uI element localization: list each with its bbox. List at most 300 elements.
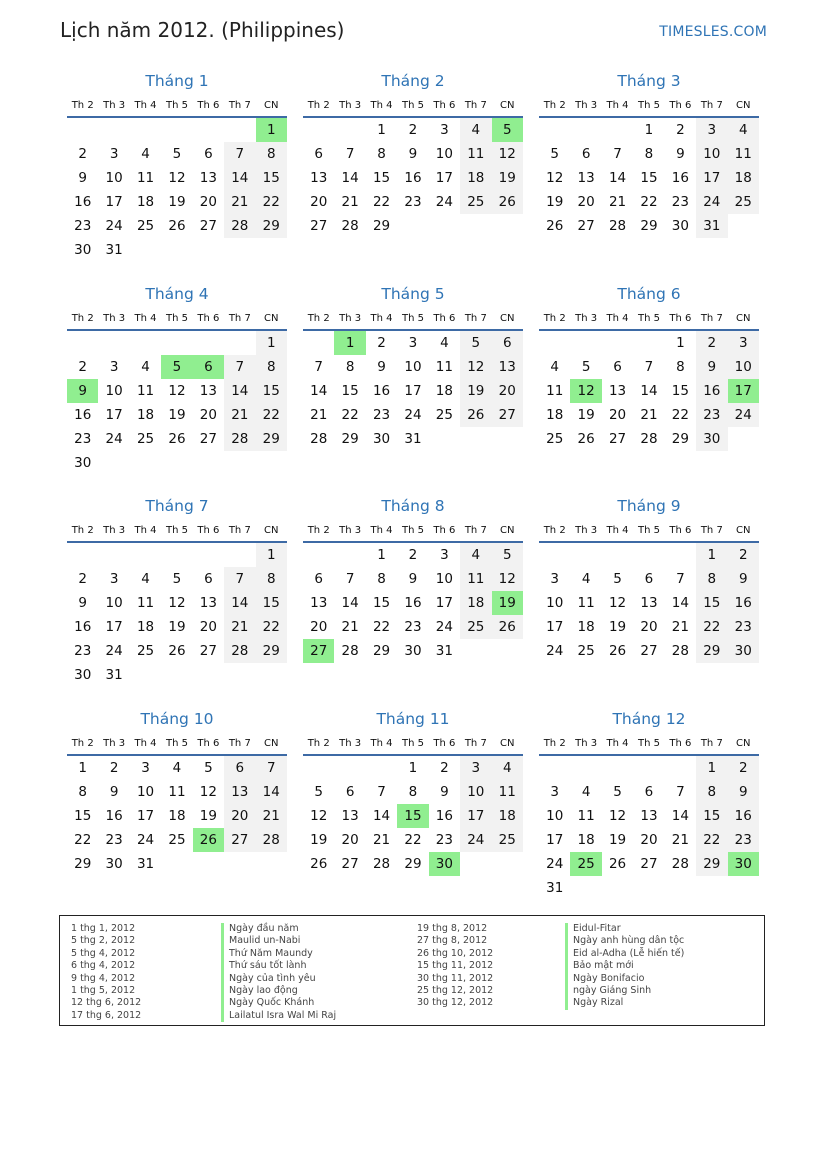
day-cell: 6	[581, 146, 591, 162]
day-cell: 11	[136, 383, 155, 399]
day-cell: 18	[492, 804, 523, 828]
empty-cell	[130, 330, 161, 355]
day-cell: 28	[224, 639, 255, 663]
week-row	[539, 214, 759, 238]
day-cell: 9	[440, 784, 449, 800]
weekday-header: Th 7	[224, 307, 255, 330]
day-cell: 18	[546, 407, 564, 423]
day-cell: 23	[728, 828, 759, 852]
month-calendar	[303, 495, 523, 663]
day-cell: 26	[492, 190, 523, 214]
empty-cell	[539, 542, 570, 567]
weekday-header: Th 7	[460, 94, 491, 117]
day-cell: 7	[314, 359, 323, 375]
day-cell: 18	[136, 194, 155, 210]
day-cell: 3	[109, 146, 119, 162]
weekday-header: Th 3	[98, 732, 129, 755]
day-cell: 11	[577, 808, 595, 824]
day-cell: 25	[136, 218, 155, 234]
empty-cell	[303, 542, 334, 567]
day-cell: 10	[728, 355, 759, 379]
holiday-day-cell: 26	[193, 828, 224, 852]
day-cell: 31	[136, 856, 155, 872]
weekday-header: Th 6	[193, 94, 224, 117]
weekday-header: Th 3	[98, 519, 129, 542]
month-table	[303, 94, 523, 238]
empty-cell	[130, 542, 161, 567]
weekday-header: CN	[256, 307, 287, 330]
weekday-header: CN	[728, 732, 759, 755]
day-cell: 20	[224, 804, 255, 828]
day-cell: 8	[78, 784, 87, 800]
week-row	[539, 542, 759, 567]
day-cell: 29	[372, 643, 391, 659]
day-cell: 15	[696, 804, 727, 828]
day-cell: 23	[728, 615, 759, 639]
day-cell: 13	[310, 170, 328, 186]
week-row	[67, 828, 287, 852]
holiday-date: 19 thg 8, 2012	[417, 923, 488, 934]
day-cell: 2	[109, 760, 119, 776]
weekday-header: Th 5	[633, 732, 664, 755]
day-cell: 1	[256, 330, 287, 355]
empty-cell	[460, 852, 491, 876]
day-cell: 17	[546, 619, 564, 635]
week-row	[67, 190, 287, 214]
month-title: Tháng 5	[381, 285, 445, 303]
day-cell: 14	[310, 383, 328, 399]
empty-cell	[570, 542, 601, 567]
day-cell: 3	[440, 547, 449, 563]
day-cell: 22	[256, 615, 287, 639]
weekday-header: Th 5	[633, 519, 664, 542]
day-cell: 9	[377, 359, 386, 375]
day-cell: 4	[141, 359, 150, 375]
day-cell: 8	[345, 359, 355, 375]
day-cell: 14	[224, 379, 255, 403]
day-cell: 29	[256, 427, 287, 451]
holiday-date: 30 thg 11, 2012	[417, 972, 494, 984]
weekday-header: CN	[492, 307, 523, 330]
day-cell: 7	[256, 755, 287, 780]
empty-cell	[130, 117, 161, 142]
empty-cell	[492, 427, 523, 451]
day-cell: 8	[644, 146, 654, 162]
day-cell: 12	[608, 808, 627, 824]
holiday-day-cell: 12	[570, 379, 601, 403]
weekday-header: Th 5	[397, 519, 428, 542]
holiday-day-cell: 1	[256, 117, 287, 142]
day-cell: 20	[640, 619, 658, 635]
month-calendar	[539, 708, 759, 900]
day-cell: 11	[435, 359, 453, 375]
week-row	[67, 427, 287, 451]
weekday-header: Th 2	[303, 307, 334, 330]
week-row	[67, 117, 287, 142]
day-cell: 12	[168, 595, 186, 611]
day-cell: 24	[435, 194, 453, 210]
empty-cell	[460, 427, 491, 451]
empty-cell	[633, 542, 664, 567]
day-cell: 17	[136, 808, 155, 824]
day-cell: 18	[577, 832, 595, 848]
day-cell: 21	[640, 407, 658, 423]
empty-cell	[161, 238, 192, 262]
empty-cell	[98, 117, 129, 142]
weekday-header: Th 5	[161, 732, 192, 755]
day-cell: 3	[728, 330, 759, 355]
week-row	[303, 755, 523, 780]
day-cell: 31	[105, 242, 123, 258]
empty-cell	[256, 663, 287, 687]
week-row	[539, 639, 759, 663]
day-cell: 16	[105, 808, 123, 824]
empty-cell	[193, 451, 224, 475]
day-cell: 22	[696, 615, 727, 639]
week-row	[67, 142, 287, 166]
empty-cell	[130, 238, 161, 262]
day-cell: 13	[199, 595, 217, 611]
day-cell: 4	[440, 335, 449, 351]
month-table	[303, 519, 523, 663]
holiday-day-cell: 5	[161, 355, 192, 379]
day-cell: 17	[105, 407, 123, 423]
day-cell: 13	[577, 170, 595, 186]
day-cell: 10	[105, 170, 123, 186]
weekday-header: Th 2	[303, 519, 334, 542]
weekday-header: Th 7	[696, 732, 727, 755]
day-cell: 7	[345, 146, 355, 162]
weekday-header: Th 3	[570, 519, 601, 542]
weekday-header: Th 3	[334, 307, 365, 330]
weekday-header: Th 4	[602, 732, 633, 755]
weekday-header: CN	[256, 94, 287, 117]
day-cell: 6	[644, 571, 654, 587]
week-row	[67, 330, 287, 355]
day-cell: 7	[345, 571, 355, 587]
day-cell: 26	[492, 615, 523, 639]
day-cell: 20	[199, 407, 217, 423]
day-cell: 23	[671, 194, 689, 210]
day-cell: 4	[581, 784, 591, 800]
empty-cell	[130, 451, 161, 475]
day-cell: 23	[404, 194, 422, 210]
day-cell: 28	[640, 431, 658, 447]
holiday-day-cell: 27	[303, 639, 334, 663]
week-row	[539, 379, 759, 403]
month-title: Tháng 1	[145, 72, 209, 90]
day-cell: 13	[199, 170, 217, 186]
empty-cell	[303, 117, 334, 142]
day-cell: 6	[492, 330, 523, 355]
day-cell: 20	[199, 194, 217, 210]
empty-cell	[570, 330, 601, 355]
weekday-header: Th 7	[224, 519, 255, 542]
day-cell: 15	[256, 166, 287, 190]
day-cell: 28	[608, 218, 627, 234]
week-row	[303, 567, 523, 591]
empty-cell	[633, 876, 664, 900]
day-cell: 21	[341, 619, 359, 635]
weekday-header: Th 2	[67, 519, 98, 542]
day-cell: 5	[204, 760, 213, 776]
day-cell: 27	[199, 643, 217, 659]
day-cell: 19	[577, 407, 595, 423]
day-cell: 24	[105, 643, 123, 659]
day-cell: 15	[696, 591, 727, 615]
empty-cell	[67, 330, 98, 355]
day-cell: 10	[435, 146, 453, 162]
day-cell: 19	[168, 619, 186, 635]
day-cell: 24	[546, 856, 564, 872]
empty-cell	[256, 238, 287, 262]
day-cell: 3	[460, 755, 491, 780]
empty-cell	[539, 755, 570, 780]
week-row	[303, 190, 523, 214]
day-cell: 17	[404, 383, 422, 399]
day-cell: 16	[435, 808, 453, 824]
day-cell: 24	[105, 218, 123, 234]
holiday-date: 1 thg 1, 2012	[71, 923, 136, 934]
empty-cell	[570, 117, 601, 142]
weekday-header: Th 6	[665, 732, 696, 755]
holiday-date: 15 thg 11, 2012	[417, 960, 494, 972]
day-cell: 26	[608, 643, 627, 659]
month-table	[67, 94, 287, 262]
empty-cell	[256, 852, 287, 876]
day-cell: 5	[581, 359, 591, 375]
weekday-header: Th 7	[224, 732, 255, 755]
empty-cell	[366, 755, 397, 780]
day-cell: 10	[460, 780, 491, 804]
day-cell: 15	[256, 591, 287, 615]
day-cell: 27	[199, 431, 217, 447]
weekday-header: Th 6	[665, 94, 696, 117]
day-cell: 21	[256, 804, 287, 828]
weekday-header: Th 4	[130, 307, 161, 330]
weekday-header: CN	[492, 519, 523, 542]
month-calendar	[67, 283, 287, 475]
day-cell: 2	[78, 146, 87, 162]
empty-cell	[696, 876, 727, 900]
day-cell: 30	[74, 667, 92, 683]
holiday-day-cell: 1	[334, 330, 365, 355]
empty-cell	[224, 663, 255, 687]
month-table	[67, 732, 287, 876]
day-cell: 6	[204, 146, 213, 162]
weekday-header: Th 7	[460, 519, 491, 542]
week-row	[539, 852, 759, 876]
weekday-header: Th 5	[397, 732, 428, 755]
weekday-header: Th 6	[429, 519, 460, 542]
day-cell: 5	[172, 571, 182, 587]
day-cell: 21	[671, 832, 689, 848]
empty-cell	[161, 852, 192, 876]
weekday-header: Th 4	[602, 307, 633, 330]
weekday-header: Th 2	[539, 732, 570, 755]
day-cell: 24	[404, 407, 422, 423]
day-cell: 25	[460, 615, 491, 639]
month-table	[539, 307, 759, 451]
day-cell: 9	[78, 170, 87, 186]
weekday-header: Th 7	[224, 94, 255, 117]
day-cell: 1	[377, 547, 386, 563]
day-cell: 5	[550, 146, 559, 162]
day-cell: 24	[435, 619, 453, 635]
holiday-date: 5 thg 2, 2012	[71, 935, 136, 947]
day-cell: 16	[728, 804, 759, 828]
day-cell: 1	[696, 542, 727, 567]
day-cell: 31	[546, 880, 564, 896]
day-cell: 15	[640, 170, 658, 186]
day-cell: 13	[310, 595, 328, 611]
day-cell: 10	[136, 784, 155, 800]
day-cell: 29	[696, 639, 727, 663]
month-table	[539, 732, 759, 900]
day-cell: 6	[345, 784, 355, 800]
page-title: Lịch năm 2012. (Philippines)	[60, 18, 345, 42]
week-row	[303, 214, 523, 238]
empty-cell	[460, 214, 491, 238]
weekday-header: Th 2	[303, 94, 334, 117]
day-cell: 6	[204, 571, 213, 587]
empty-cell	[633, 755, 664, 780]
day-cell: 11	[168, 784, 186, 800]
day-cell: 14	[256, 780, 287, 804]
day-cell: 22	[372, 619, 391, 635]
day-cell: 17	[105, 194, 123, 210]
day-cell: 1	[676, 335, 685, 351]
week-row	[539, 190, 759, 214]
day-cell: 25	[728, 190, 759, 214]
empty-cell	[161, 663, 192, 687]
week-row	[539, 166, 759, 190]
day-cell: 26	[168, 643, 186, 659]
empty-cell	[161, 330, 192, 355]
month-table	[67, 307, 287, 475]
weekday-header: Th 2	[67, 732, 98, 755]
day-cell: 27	[577, 218, 595, 234]
empty-cell	[665, 876, 696, 900]
holiday-name: Ngày Rizal	[565, 997, 684, 1009]
holiday-name: Thứ sáu tốt lành	[221, 960, 336, 972]
day-cell: 23	[74, 431, 92, 447]
month-calendar	[539, 495, 759, 663]
empty-cell	[602, 755, 633, 780]
day-cell: 7	[676, 784, 685, 800]
month-calendar	[539, 70, 759, 238]
day-cell: 30	[74, 455, 92, 471]
day-cell: 20	[310, 194, 328, 210]
week-row	[303, 615, 523, 639]
day-cell: 2	[728, 542, 759, 567]
day-cell: 18	[460, 166, 491, 190]
day-cell: 19	[460, 379, 491, 403]
day-cell: 5	[613, 571, 622, 587]
day-cell: 23	[372, 407, 391, 423]
month-calendar	[303, 70, 523, 238]
week-row	[67, 379, 287, 403]
day-cell: 22	[671, 407, 689, 423]
weekday-header: Th 2	[539, 519, 570, 542]
day-cell: 22	[256, 403, 287, 427]
weekday-header: Th 4	[130, 732, 161, 755]
day-cell: 14	[372, 808, 391, 824]
day-cell: 27	[310, 218, 328, 234]
empty-cell	[256, 451, 287, 475]
day-cell: 18	[435, 383, 453, 399]
day-cell: 25	[168, 832, 186, 848]
weekday-header: CN	[256, 519, 287, 542]
day-cell: 16	[696, 379, 727, 403]
day-cell: 19	[492, 166, 523, 190]
week-row	[539, 780, 759, 804]
week-row	[67, 639, 287, 663]
day-cell: 9	[728, 780, 759, 804]
day-cell: 3	[408, 335, 418, 351]
brand-link[interactable]: TIMESLES.COM	[659, 24, 767, 40]
weekday-header: Th 3	[98, 307, 129, 330]
day-cell: 16	[74, 194, 92, 210]
empty-cell	[334, 755, 365, 780]
day-cell: 20	[310, 619, 328, 635]
month-title: Tháng 4	[145, 285, 209, 303]
empty-cell	[193, 852, 224, 876]
holiday-day-cell: 17	[728, 379, 759, 403]
day-cell: 4	[460, 542, 491, 567]
empty-cell	[67, 117, 98, 142]
week-row	[539, 876, 759, 900]
day-cell: 24	[696, 190, 727, 214]
day-cell: 26	[577, 431, 595, 447]
holiday-name: Lailatul Isra Wal Mi Raj	[221, 1010, 336, 1022]
empty-cell	[161, 451, 192, 475]
weekday-header: Th 3	[570, 94, 601, 117]
day-cell: 19	[168, 194, 186, 210]
weekday-header: Th 6	[429, 94, 460, 117]
holiday-day-cell: 15	[397, 804, 428, 828]
day-cell: 29	[341, 431, 359, 447]
day-cell: 27	[640, 643, 658, 659]
day-cell: 25	[546, 431, 564, 447]
month-title: Tháng 10	[140, 710, 214, 728]
weekday-header: Th 5	[161, 307, 192, 330]
week-row	[303, 117, 523, 142]
day-cell: 12	[310, 808, 328, 824]
day-cell: 8	[377, 571, 386, 587]
holiday-date: 25 thg 12, 2012	[417, 984, 494, 996]
holiday-name: Bảo mật mới	[565, 960, 684, 972]
week-row	[67, 615, 287, 639]
day-cell: 8	[377, 146, 386, 162]
weekday-header: Th 2	[303, 732, 334, 755]
day-cell: 27	[224, 828, 255, 852]
holiday-name: Eid al-Adha (Lễ hiến tế)	[565, 948, 684, 960]
day-cell: 8	[676, 359, 685, 375]
day-cell: 18	[136, 619, 155, 635]
day-cell: 1	[377, 122, 386, 138]
empty-cell	[98, 330, 129, 355]
empty-cell	[334, 542, 365, 567]
day-cell: 22	[74, 832, 92, 848]
day-cell: 13	[608, 383, 627, 399]
weekday-header: Th 7	[460, 732, 491, 755]
holiday-legend	[59, 915, 765, 1026]
week-row	[539, 142, 759, 166]
day-cell: 4	[141, 571, 150, 587]
month-calendar	[67, 70, 287, 262]
holiday-date: 12 thg 6, 2012	[71, 997, 142, 1009]
